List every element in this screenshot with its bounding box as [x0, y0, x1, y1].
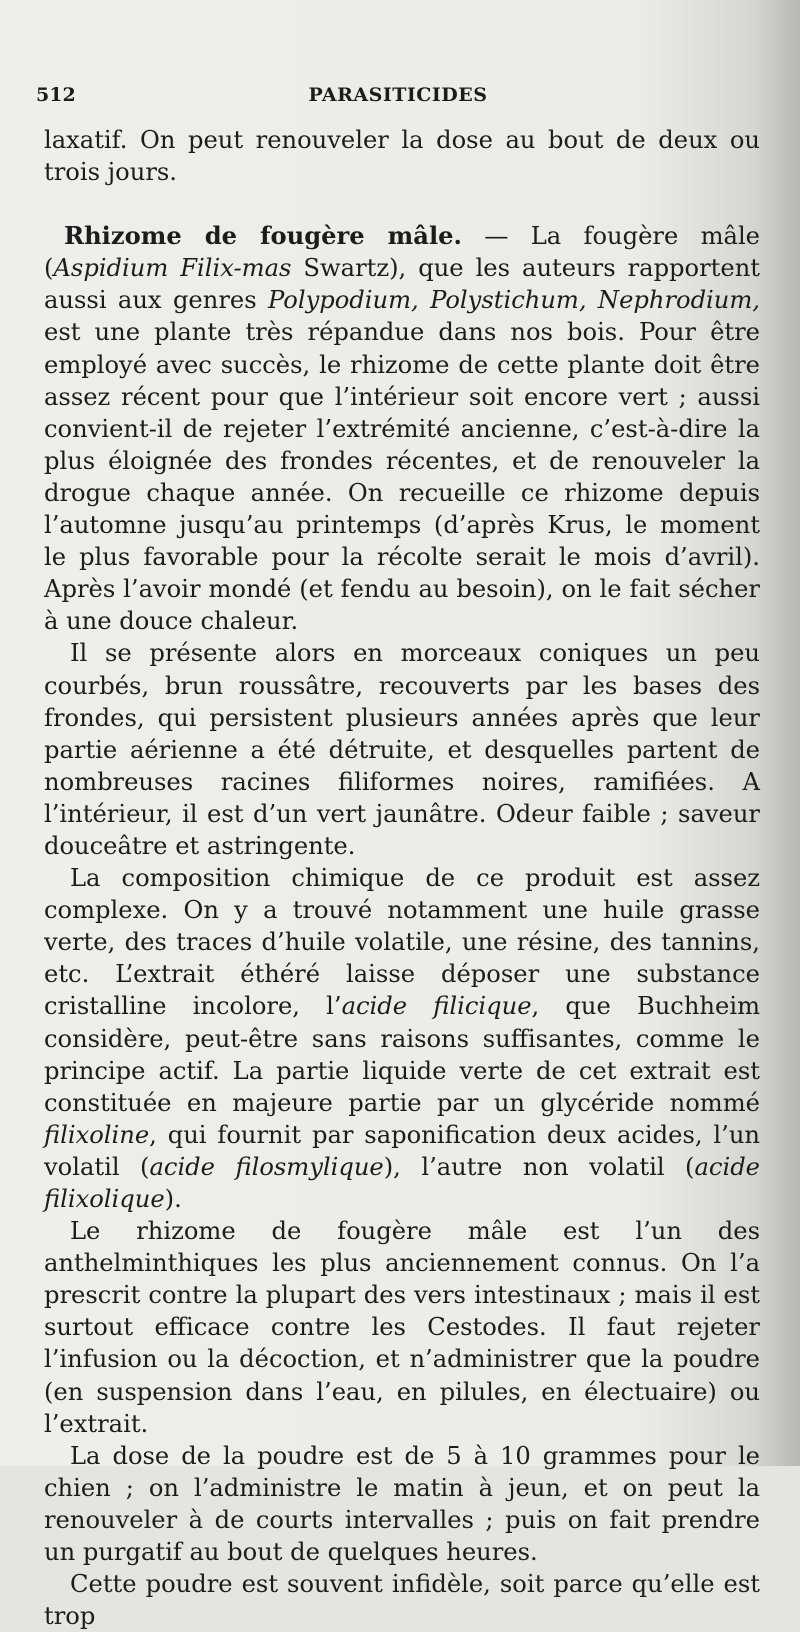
paragraph-final: [44, 1568, 760, 1632]
text: La composition chimique de ce produit est assez complexe. On y a trouvé notamment une huile grasse verte, des traces d’huile volatile, une résine, des tannins, etc. L’extrait éthéré laisse déposer une substance cristalline incolore, l’: [44, 864, 760, 1021]
term-acide-filosmylique: acide filosmylique: [149, 1152, 384, 1181]
text: La dose de la poudre est de 5 à 10 grammes pour le chien ; on l’administre le matin à jeun, et on peut la renouveler à de courts intervalles ; puis on fait prendre un purgatif au bout de quelques heures.: [44, 1441, 760, 1567]
text: ), l’autre non volatil (: [383, 1152, 695, 1181]
text: Cette poudre est souvent infidèle, soit parce qu’elle est trop: [44, 1570, 760, 1631]
term-acide-filixolique: acide filixolique: [44, 1152, 760, 1213]
text: — La fougère mâle (: [44, 222, 760, 283]
page-number: 512: [36, 84, 76, 106]
term-acide-filicique: acide filicique: [341, 992, 532, 1021]
paragraph-continuation: [44, 124, 760, 188]
paragraph-fougere-male: [44, 220, 760, 637]
text: Il se présente alors en morceaux coniques un peu courbés, brun roussâtre, recouverts par les bases des frondes, qui persistent plusieurs années après que leur partie aérienne a été détruite, et desquelles partent de nombreuses racines filiformes noires, ramifiées. A l’intérieur, il est d’un vert jaunâtre. Odeur faible ; saveur douceâtre et astringente.: [44, 639, 760, 860]
text: Swartz), que les auteurs rapportent aussi aux genres: [44, 254, 760, 315]
text: ).: [164, 1185, 182, 1213]
text: est une plante très répandue dans nos bois. Pour être employé avec succès, le rhizome de cette plante doit être assez récent pour que l’intérieur soit encore vert ; aussi convient-il de rejeter l’extrémité ancienne, c’est-à-dire la plus éloignée des frondes récentes, et de renouveler la drogue chaque année. On recueille ce rhizome depuis l’automne jusqu’au printemps (d’après Krus, le moment le plus favorable pour la récolte serait le mois d’avril). Après l’avoir mondé (et fendu au besoin), on le fait sécher à une douce chaleur.: [44, 318, 760, 636]
section-title: Rhizome de fougère mâle.: [64, 221, 462, 251]
paragraph-dose: [44, 1440, 760, 1568]
species-name: Aspidium Filix-mas: [53, 254, 292, 283]
text: laxatif. On peut renouveler la dose au bout de deux ou trois jours.: [44, 126, 760, 187]
paragraph-usage: [44, 1215, 760, 1440]
term-filixoline: filixoline: [44, 1120, 150, 1149]
text: , qui fournit par saponification deux acides, l’un volatil (: [44, 1120, 760, 1181]
body-text: [44, 124, 760, 1632]
text: , que Buchheim considère, peut-être sans raisons suffisantes, comme le principe actif. La partie liquide verte de cet extrait est constituée en majeure partie par un glycéride nommé: [44, 992, 760, 1117]
paragraph-description: [44, 637, 760, 862]
paragraph-composition: [44, 862, 760, 1215]
running-head: PARASITICIDES: [308, 84, 488, 106]
genera-names: Polypodium, Polystichum, Nephrodium,: [267, 286, 760, 315]
text: Le rhizome de fougère mâle est l’un des anthelminthiques les plus anciennement connus. On l’a prescrit contre la plupart des vers intestinaux ; mais il est surtout efficace contre les Cestodes. Il faut rejeter l’infusion ou la décoction, et n’administrer que la poudre (en suspension dans l’eau, en pilules, en électuaire) ou l’extrait.: [44, 1217, 760, 1438]
page-header: [36, 84, 760, 116]
